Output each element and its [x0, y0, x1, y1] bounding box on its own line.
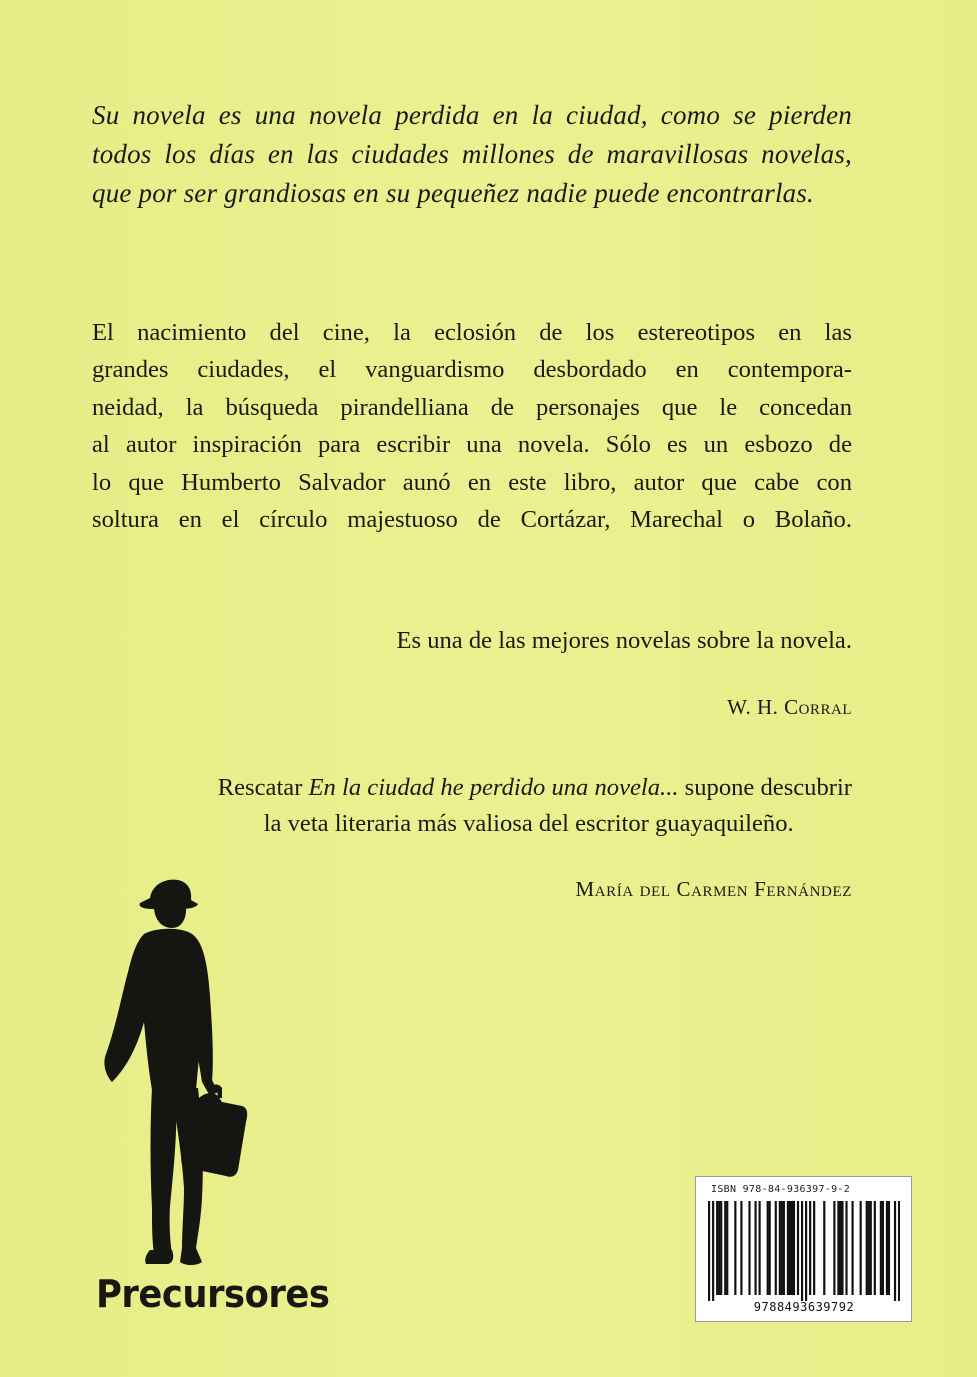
barcode-bar	[708, 1201, 710, 1301]
barcode-bar	[866, 1201, 868, 1295]
barcode-bar	[718, 1201, 720, 1295]
description-line: grandes ciudades, el vanguardismo desbordado en contempora-	[92, 356, 852, 384]
barcode-bar	[880, 1201, 882, 1295]
barcode-bar	[851, 1201, 853, 1295]
barcode-bar	[783, 1201, 785, 1295]
barcode-bar	[874, 1201, 876, 1295]
quote-suffix: supone descubrir	[678, 774, 852, 801]
barcode-bar	[898, 1201, 900, 1301]
description-line: al autor inspiración para escribir una novela. Sólo es un esbozo de	[92, 431, 852, 459]
barcode-bar	[781, 1201, 783, 1295]
barcode-bar	[726, 1201, 728, 1295]
barcode-bar	[813, 1201, 815, 1295]
barcode-bar	[886, 1201, 888, 1295]
barcode-bars	[708, 1201, 900, 1301]
barcode-bar	[779, 1201, 781, 1295]
barcode-bar	[716, 1201, 718, 1295]
barcode-bar	[868, 1201, 870, 1295]
isbn-barcode	[695, 1176, 912, 1322]
barcode-bar	[845, 1201, 847, 1295]
review-quote-1: Es una de las mejores novelas sobre la novela.	[396, 627, 852, 654]
barcode-bar	[870, 1201, 872, 1295]
description-line: soltura en el círculo majestuoso de Cortázar, Marechal o Bolaño.	[92, 506, 852, 534]
book-title-italic: En la ciudad he perdido una novela...	[308, 774, 679, 801]
quote-prefix: Rescatar	[217, 774, 309, 801]
barcode-bar	[712, 1201, 714, 1301]
barcode-bar	[740, 1201, 742, 1295]
barcode-bar	[797, 1201, 799, 1295]
review-quote-2-line-2: la veta literaria más valiosa del escritor guayaquileño.	[263, 810, 794, 837]
description-line: El nacimiento del cine, la eclosión de los estereotipos en las	[92, 319, 852, 346]
barcode-bar	[860, 1201, 862, 1295]
barcode-bar	[805, 1201, 807, 1301]
description-line: lo que Humberto Salvador aunó en este libro, autor que cabe con	[92, 468, 852, 496]
isbn-label: ISBN 978-84-936397-9-2	[711, 1184, 851, 1195]
epigraph	[92, 96, 852, 213]
barcode-bar	[775, 1201, 777, 1295]
barcode-bar	[841, 1201, 843, 1295]
barcode-bar	[791, 1201, 793, 1295]
barcode-bar	[769, 1201, 771, 1295]
review-quote-2	[218, 770, 852, 842]
barcode-bar	[888, 1201, 890, 1295]
barcode-bar	[833, 1201, 835, 1295]
review-author-2: María del Carmen Fernández	[575, 877, 852, 901]
description-line: neidad, la búsqueda pirandelliana de personajes que le concedan	[92, 393, 852, 421]
publisher-logo: Precursores	[96, 1272, 330, 1316]
barcode-digits: 9788493639792	[753, 1300, 855, 1314]
barcode-bar	[801, 1201, 803, 1301]
barcode-bar	[793, 1201, 795, 1295]
barcode-bar	[894, 1201, 896, 1301]
barcode-bar	[882, 1201, 884, 1295]
barcode-bar	[720, 1201, 722, 1295]
barcode-bar	[754, 1201, 756, 1295]
barcode-bar	[839, 1201, 841, 1295]
barcode-bar	[837, 1201, 839, 1295]
barcode-bar	[789, 1201, 791, 1295]
barcode-bar	[823, 1201, 825, 1295]
barcode-bar	[759, 1201, 761, 1295]
epigraph-line: Su novela es una novela perdida en la ciudad, como se pierden	[92, 100, 852, 130]
barcode-bar	[809, 1201, 811, 1295]
barcode-bar	[748, 1201, 750, 1295]
barcode-bar	[724, 1201, 726, 1295]
barcode-bar	[787, 1201, 789, 1295]
review-quote-2-line-1	[218, 770, 852, 806]
book-description	[92, 314, 852, 538]
epigraph-line: todos los días en las ciudades millones de maravillosas novelas,	[92, 139, 852, 169]
review-author-1: W. H. Corral	[727, 695, 852, 719]
barcode-bar	[734, 1201, 736, 1295]
barcode-bar	[767, 1201, 769, 1295]
walking-man-silhouette-icon	[92, 876, 252, 1266]
epigraph-line: que por ser grandiosas en su pequeñez nadie puede encontrarlas.	[92, 178, 815, 208]
